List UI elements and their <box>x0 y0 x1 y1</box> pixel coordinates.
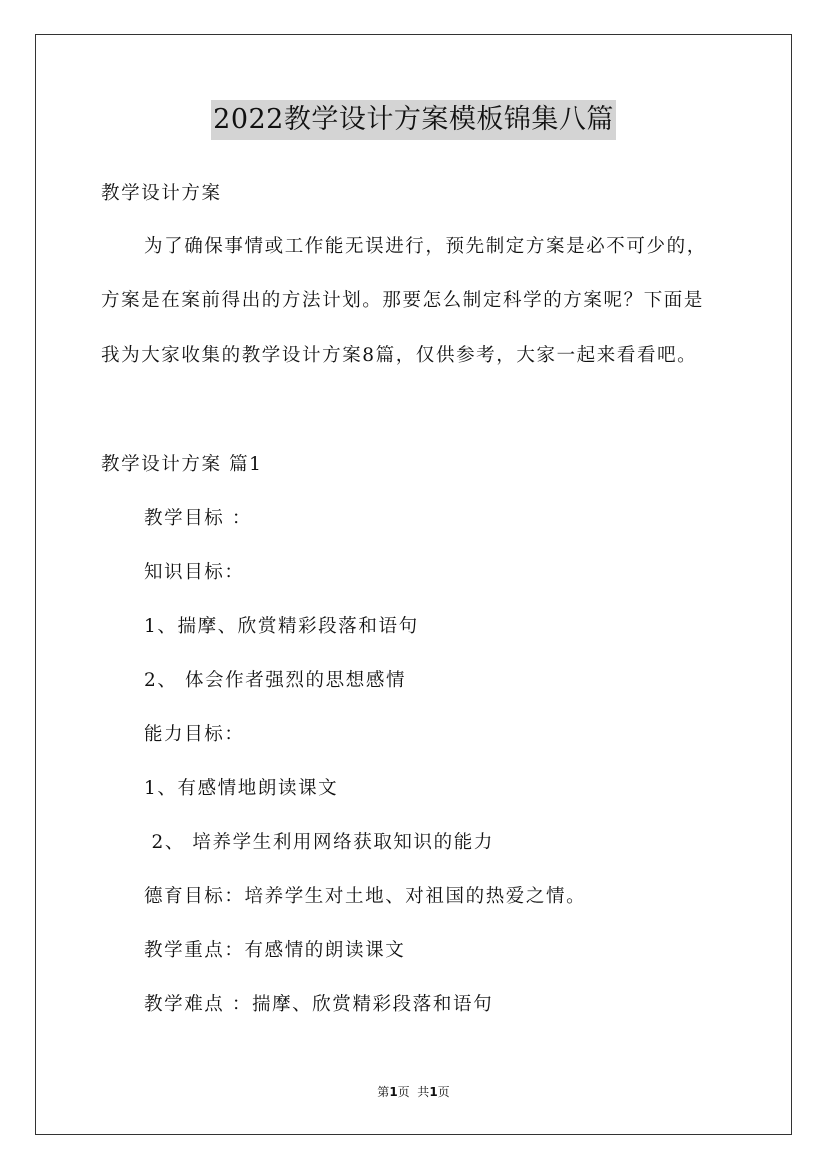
knowledge-goal-label: 知识目标： <box>144 562 245 583</box>
document-title: 2022教学设计方案模板锦集八篇 <box>211 100 616 140</box>
footer-middle: 页 共 <box>397 1085 430 1099</box>
intro-paragraph-line-3: 我为大家收集的教学设计方案8篇，仅供参考，大家一起来看看吧。 <box>101 345 698 366</box>
ability-goal-label: 能力目标： <box>144 724 245 745</box>
footer-prefix: 第 <box>377 1085 390 1099</box>
section-heading: 教学设计方案 篇1 <box>101 454 263 475</box>
page-footer <box>0 1083 827 1100</box>
footer-total-pages: 1 <box>429 1085 438 1099</box>
intro-paragraph-line-2: 方案是在案前得出的方法计划。那要怎么制定科学的方案呢？下面是 <box>101 290 705 311</box>
footer-page-number: 1 <box>389 1085 398 1099</box>
knowledge-goal-item-1: 1、揣摩、欣赏精彩段落和语句 <box>144 616 419 637</box>
moral-goal: 德育目标：培养学生对土地、对祖国的热爱之情。 <box>144 886 587 907</box>
intro-heading: 教学设计方案 <box>101 183 222 204</box>
title-container <box>0 100 827 140</box>
teaching-difficulty: 教学难点 ：揣摩、欣赏精彩段落和语句 <box>144 994 494 1015</box>
ability-goal-item-1: 1、有感情地朗读课文 <box>144 778 339 799</box>
footer-suffix: 页 <box>437 1085 450 1099</box>
knowledge-goal-item-2: 2、 体会作者强烈的思想感情 <box>144 670 407 691</box>
teaching-key-point: 教学重点：有感情的朗读课文 <box>144 940 406 961</box>
intro-paragraph-line-1: 为了确保事情或工作能无误进行，预先制定方案是必不可少的， <box>144 236 707 257</box>
ability-goal-item-2: 2、 培养学生利用网络获取知识的能力 <box>144 832 494 853</box>
teaching-goal-label: 教学目标 ： <box>144 508 252 529</box>
